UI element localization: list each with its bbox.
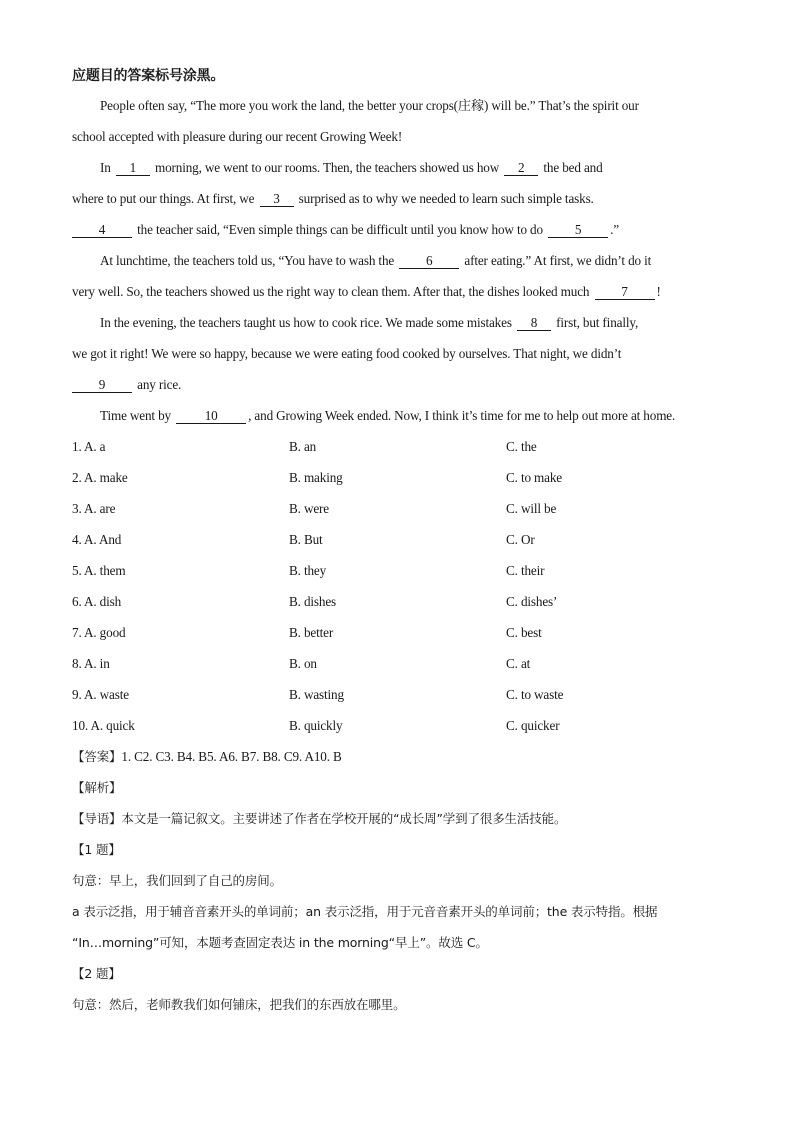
passage-text: morning, we went to our rooms. Then, the teachers showed us how [151,160,503,175]
question-1-meaning: 句意：早上，我们回到了自己的房间。 [72,873,282,888]
blank-3: 3 [260,192,294,207]
passage-text: In the evening, the teachers taught us how to cook rice. We made some mistakes [100,315,515,330]
passage-text: , and Growing Week ended. Now, I think it’s time for me to help out more at home. [248,408,676,423]
blank-4: 4 [72,223,132,238]
blank-1: 1 [116,161,150,176]
option-b: B. an [289,439,317,454]
passage-line [72,245,722,276]
option-b: B. quickly [289,718,343,733]
option-a: 5. A. them [72,563,126,578]
option-row [72,462,722,493]
passage-text: In [100,160,114,175]
blank-7: 7 [595,285,655,300]
passage-line [72,90,722,121]
option-c: C. to waste [506,687,564,702]
question-2-meaning: 句意：然后，老师教我们如何铺床，把我们的东西放在哪里。 [72,997,406,1012]
cloze-passage [72,90,722,431]
passage-text: surprised as to why we needed to learn such simple tasks. [295,191,594,206]
option-c: C. dishes’ [506,594,558,609]
passage-line [72,400,722,431]
answer-text: 1. C2. C3. B4. B5. A6. B7. B8. C9. A10. B [121,749,342,764]
option-c: C. at [506,656,531,671]
passage-line [72,307,722,338]
option-b: B. were [289,501,329,516]
option-row [72,524,722,555]
option-b: B. But [289,532,323,547]
option-c: C. the [506,439,537,454]
option-a: 6. A. dish [72,594,122,609]
blank-2: 2 [504,161,538,176]
instruction-heading: 应题目的答案标号涂黑。 [72,68,225,84]
passage-line [72,276,722,307]
option-row [72,710,722,741]
passage-line [72,369,722,400]
option-b: B. on [289,656,317,671]
blank-6: 6 [399,254,459,269]
guide-line [72,803,722,834]
option-b: B. wasting [289,687,344,702]
option-row [72,431,722,462]
passage-text: first, but finally, [552,315,639,330]
option-a: 4. A. And [72,532,122,547]
blank-9: 9 [72,378,132,393]
option-a: 10. A. quick [72,718,135,733]
blank-10: 10 [176,409,246,424]
passage-text: very well. So, the teachers showed us the right way to clean them. After that, the dishes looked much [72,284,593,299]
guide-label: 【导语】 [72,811,122,826]
passage-text: we got it right! We were so happy, because we were eating food cooked by ourselves. That night, we didn’t [72,346,622,361]
passage-text: the bed and [540,160,603,175]
blank-5: 5 [548,223,608,238]
guide-text: 本文是一篇记叙文。主要讲述了作者在学校开展的“成长周”学到了很多生活技能。 [121,811,567,826]
option-row [72,648,722,679]
options-list [72,431,722,741]
option-a: 7. A. good [72,625,126,640]
passage-line [72,152,722,183]
answer-label: 【答案】 [72,749,122,764]
passage-text: any rice. [134,377,182,392]
option-b: B. they [289,563,327,578]
passage-text: At lunchtime, the teachers told us, “You have to wash the [100,253,398,268]
blank-8: 8 [517,316,551,331]
question-1-explanation: “In…morning”可知，本题考查固定表达 in the morning“早上”。故选 C。 [72,935,488,950]
passage-text: where to put our things. At first, we [72,191,258,206]
analysis-label: 【解析】 [72,780,122,795]
passage-text: Time went by [100,408,175,423]
passage-text: school accepted with pleasure during our recent Growing Week! [72,129,403,144]
option-row [72,679,722,710]
document-page [72,62,722,1020]
option-row [72,586,722,617]
option-c: C. Or [506,532,535,547]
option-b: B. dishes [289,594,337,609]
question-1-label: 【1 题】 [72,842,121,857]
option-row [72,493,722,524]
option-c: C. best [506,625,542,640]
option-b: B. making [289,470,343,485]
option-b: B. better [289,625,334,640]
option-a: 8. A. in [72,656,110,671]
question-1-explanation: a 表示泛指，用于辅音音素开头的单词前；an 表示泛指，用于元音音素开头的单词前；the 表示特指。根据 [72,904,658,919]
question-2-label: 【2 题】 [72,966,121,981]
passage-text: after eating.” At first, we didn’t do it [461,253,652,268]
option-a: 9. A. waste [72,687,129,702]
option-c: C. their [506,563,545,578]
passage-text: People often say, “The more you work the land, the better your crops(庄稼) will be.” That’s the spirit our [100,98,639,113]
passage-line [72,183,722,214]
passage-text: the teacher said, “Even simple things can be difficult until you know how to do [134,222,547,237]
passage-line [72,214,722,245]
passage-line [72,121,722,152]
option-c: C. to make [506,470,563,485]
option-a: 2. A. make [72,470,128,485]
option-c: C. will be [506,501,557,516]
passage-line [72,338,722,369]
answer-line [72,741,722,772]
option-row [72,617,722,648]
passage-text: .” [610,222,619,237]
option-row [72,555,722,586]
option-a: 3. A. are [72,501,116,516]
option-a: 1. A. a [72,439,106,454]
passage-text: ! [656,284,661,299]
option-c: C. quicker [506,718,560,733]
